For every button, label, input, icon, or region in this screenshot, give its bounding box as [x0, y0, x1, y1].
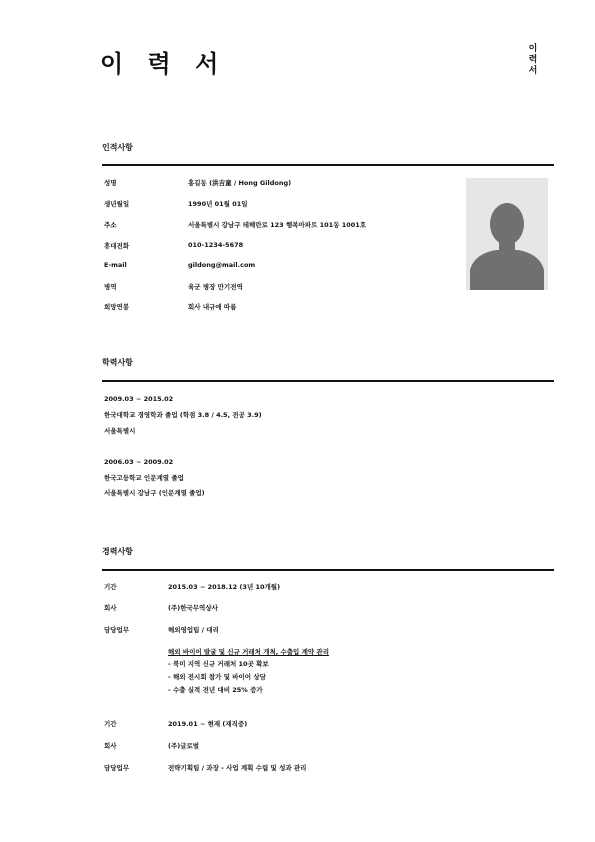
education-section-rule	[102, 380, 554, 382]
person-silhouette-icon	[466, 178, 548, 290]
duty-line: - 수출 실적 전년 대비 25% 증가	[168, 686, 263, 694]
career-label: 담당업무	[104, 626, 130, 634]
career-label: 담당업무	[104, 764, 130, 772]
info-label: 성명	[104, 179, 117, 187]
education-line: 2009.03 ~ 2015.02	[104, 395, 174, 403]
info-label: 휴대전화	[104, 242, 130, 250]
education-line: 한국대학교 경영학과 졸업 (학점 3.8 / 4.5, 전공 3.9)	[104, 411, 262, 419]
career-value: 2019.01 ~ 현재 (재직중)	[168, 720, 248, 728]
info-label: 주소	[104, 221, 117, 229]
document-title: 이 력 서	[100, 50, 227, 78]
profile-photo-placeholder	[466, 178, 548, 290]
education-line: 서울특별시	[104, 427, 136, 435]
info-label: 병역	[104, 283, 117, 291]
education-line: 한국고등학교 인문계열 졸업	[104, 474, 184, 482]
education-line: 2006.03 ~ 2009.02	[104, 458, 174, 466]
info-value: 육군 병장 만기전역	[188, 283, 243, 291]
career-label: 기간	[104, 720, 117, 728]
personal-section-heading: 인적사항	[102, 143, 133, 152]
info-value: 회사 내규에 따름	[188, 303, 237, 311]
info-label: 희망연봉	[104, 303, 130, 311]
career-label: 회사	[104, 604, 117, 612]
career-value: 2015.03 ~ 2018.12 (3년 10개월)	[168, 583, 281, 591]
education-line: 서울특별시 강남구 (인문계열 졸업)	[104, 489, 205, 497]
personal-section-rule	[102, 164, 554, 166]
duty-line: - 해외 전시회 참가 및 바이어 상담	[168, 673, 266, 681]
education-section-heading: 학력사항	[102, 358, 133, 367]
info-value: 서울특별시 강남구 테헤란로 123 행복아파트 101동 1001호	[188, 221, 367, 229]
duty-line: 해외 바이어 발굴 및 신규 거래처 개척, 수출입 계약 관리	[168, 648, 329, 656]
career-label: 기간	[104, 583, 117, 591]
info-label: 생년월일	[104, 200, 130, 208]
career-value: 전략기획팀 / 과장 - 사업 계획 수립 및 성과 관리	[168, 764, 307, 772]
duty-line: - 북미 지역 신규 거래처 10곳 확보	[168, 660, 269, 668]
career-label: 회사	[104, 742, 117, 750]
career-value: (주)한국무역상사	[168, 604, 218, 612]
info-value: 홍길동 (洪吉童 / Hong Gildong)	[188, 179, 292, 187]
career-section-heading: 경력사항	[102, 547, 133, 556]
side-label: 이 력 서	[528, 44, 538, 76]
info-label: E-mail	[104, 261, 127, 269]
info-value: 1990년 01월 01일	[188, 200, 248, 208]
career-value: 해외영업팀 / 대리	[168, 626, 219, 634]
info-value: 010-1234-5678	[188, 241, 244, 249]
info-value: gildong@mail.com	[188, 261, 256, 269]
career-section-rule	[102, 569, 554, 571]
career-value: (주)글로벌	[168, 742, 200, 750]
